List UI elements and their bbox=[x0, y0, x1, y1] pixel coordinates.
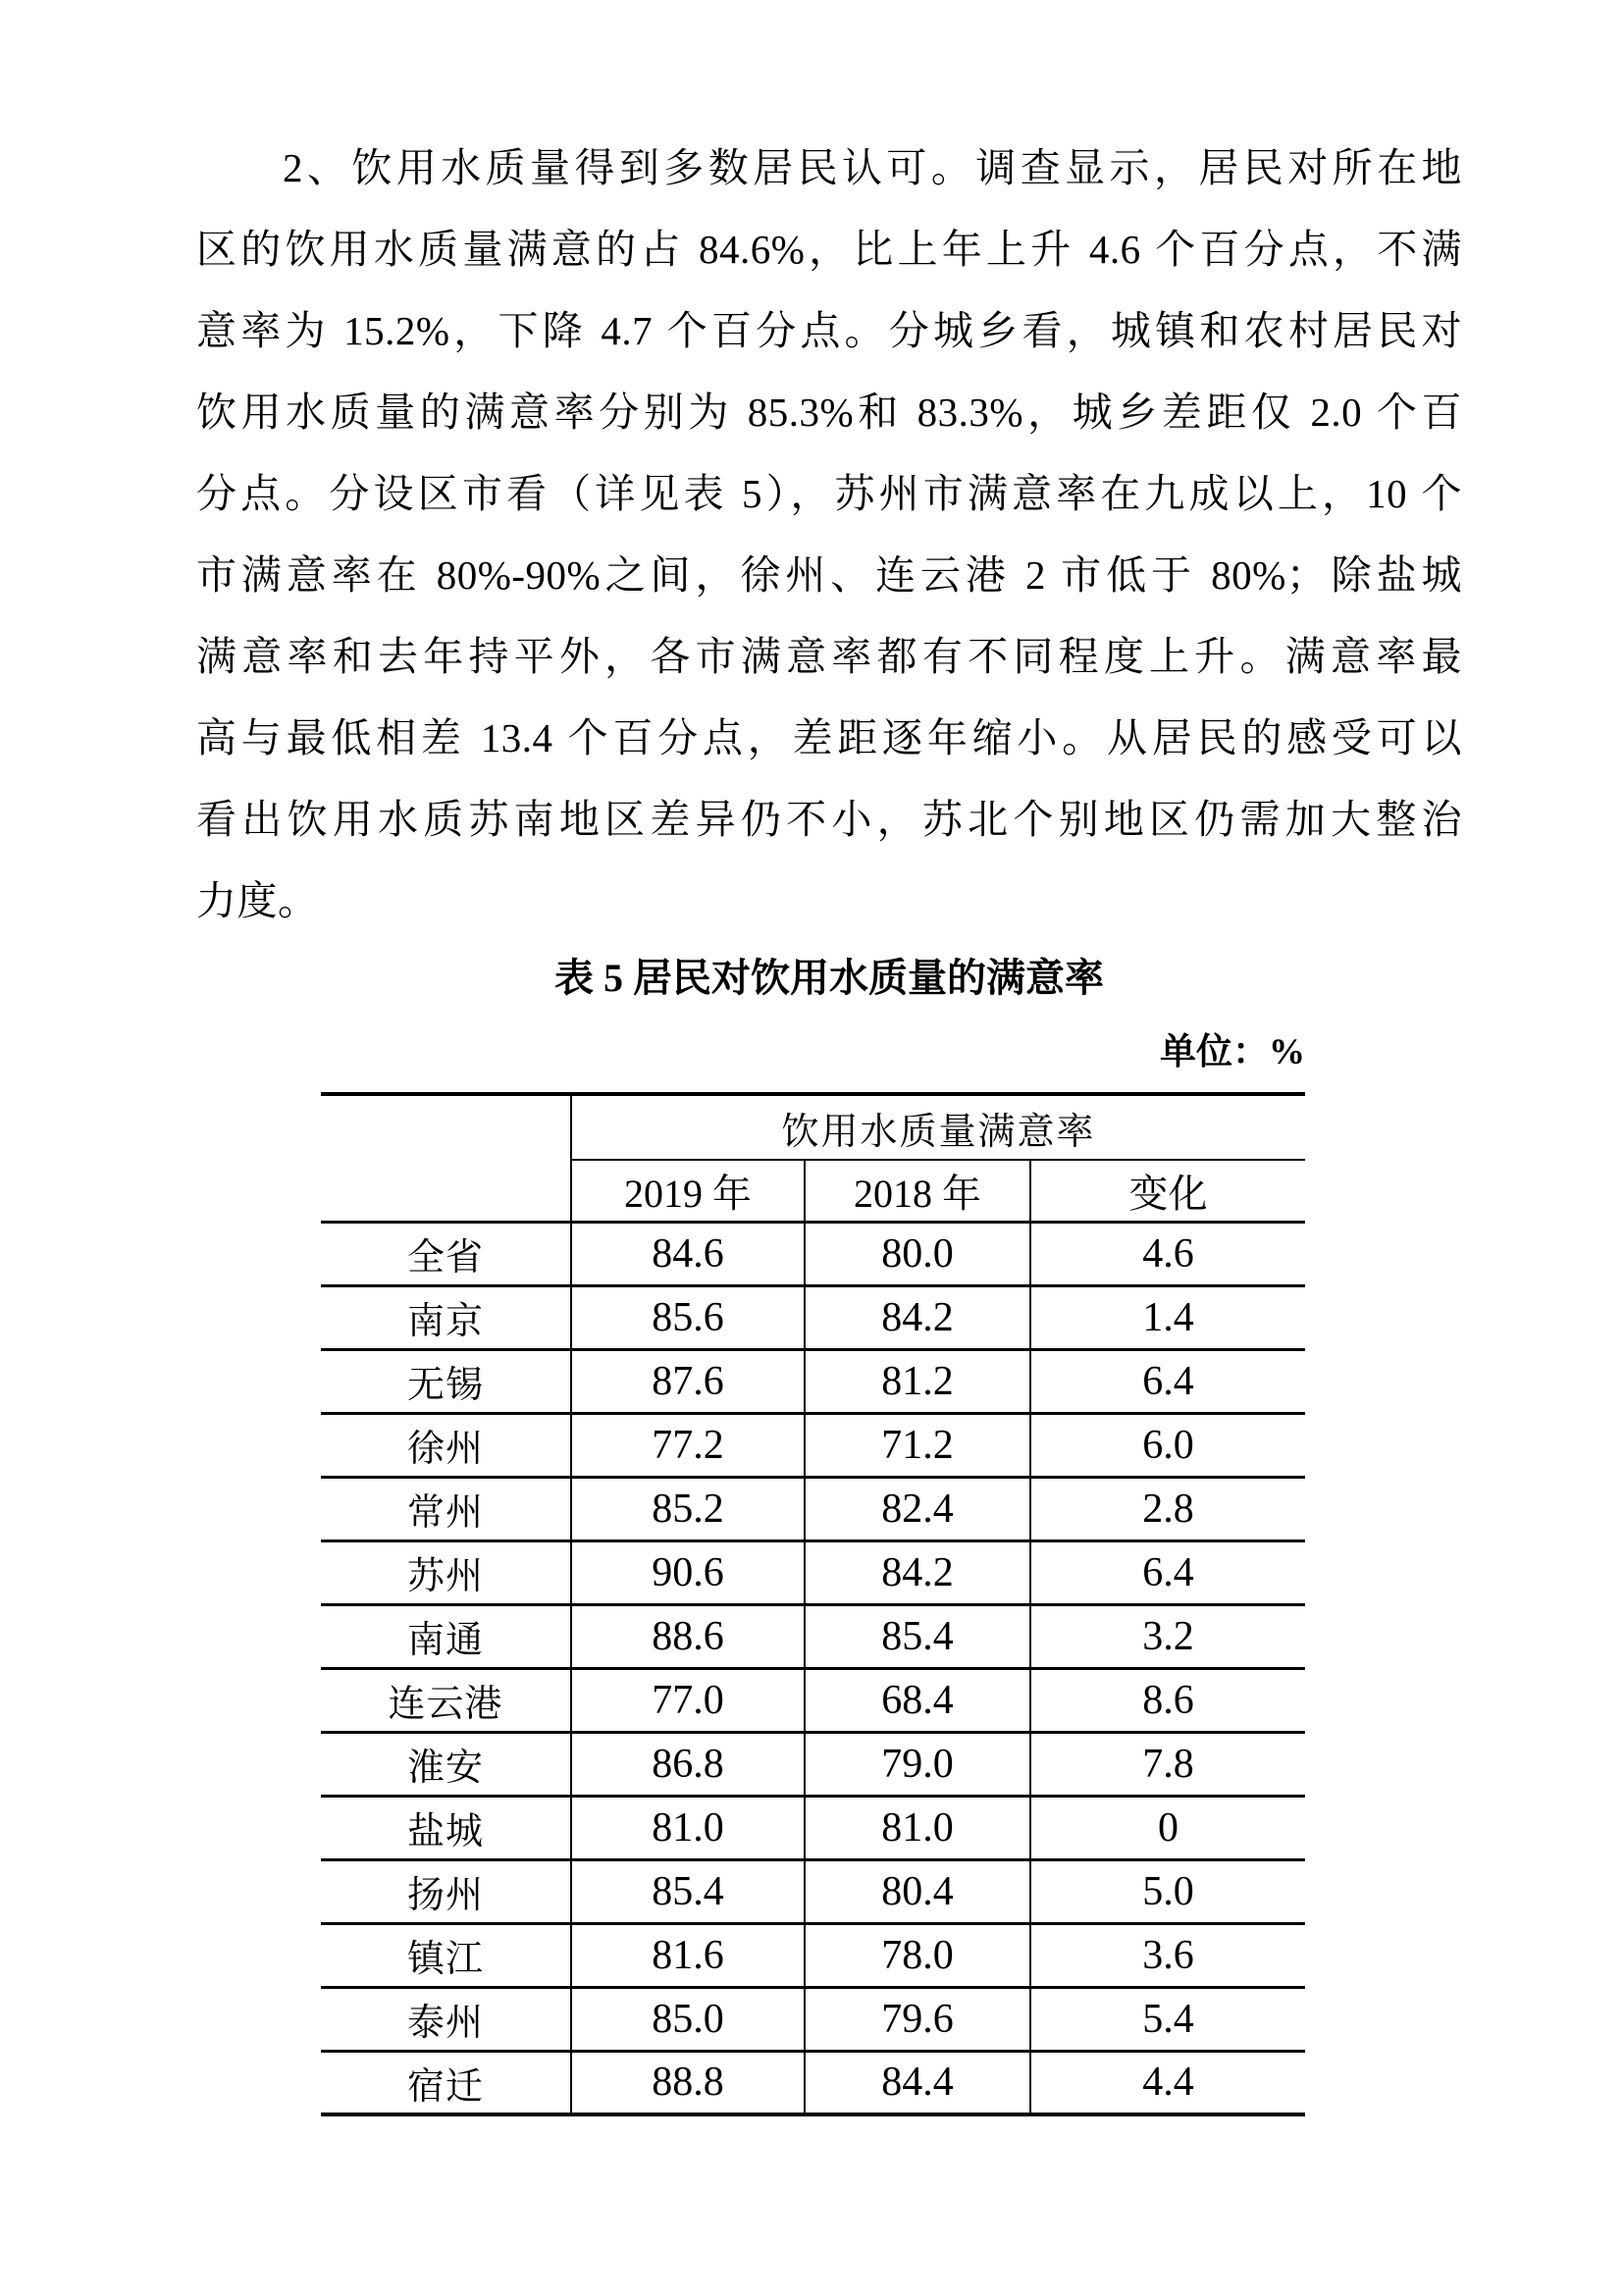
column-header-change: 变化 bbox=[1030, 1160, 1305, 1222]
table-row bbox=[321, 1413, 1305, 1477]
value-2018-cell: 82.4 bbox=[805, 1477, 1030, 1540]
paragraph-line: 区的饮用水质量满意的占 84.6%，比上年上升 4.6 个百分点，不满 bbox=[196, 227, 1462, 272]
change-cell: 5.4 bbox=[1030, 1987, 1305, 2051]
region-cell: 南京 bbox=[321, 1285, 571, 1349]
change-cell: 2.8 bbox=[1030, 1477, 1305, 1540]
table-row bbox=[321, 1540, 1305, 1604]
paragraph-line: 满意率和去年持平外，各市满意率都有不同程度上升。满意率最 bbox=[196, 634, 1462, 679]
change-cell: 4.4 bbox=[1030, 2051, 1305, 2114]
value-2018-cell: 81.0 bbox=[805, 1796, 1030, 1859]
region-cell: 徐州 bbox=[321, 1413, 571, 1477]
change-cell: 7.8 bbox=[1030, 1732, 1305, 1796]
region-cell: 泰州 bbox=[321, 1987, 571, 2051]
value-2019-cell: 87.6 bbox=[571, 1349, 805, 1413]
table-row bbox=[321, 1732, 1305, 1796]
column-header-2018: 2018 年 bbox=[805, 1160, 1030, 1222]
paragraph-line: 力度。 bbox=[196, 878, 319, 923]
paragraph-line: 分点。分设区市看（详见表 5），苏州市满意率在九成以上，10 个 bbox=[196, 471, 1462, 516]
table-header-row-span bbox=[321, 1094, 1305, 1160]
value-2018-cell: 84.2 bbox=[805, 1285, 1030, 1349]
region-cell: 苏州 bbox=[321, 1540, 571, 1604]
span-header-cell: 饮用水质量满意率 bbox=[571, 1094, 1305, 1160]
change-cell: 6.4 bbox=[1030, 1349, 1305, 1413]
table-row bbox=[321, 1604, 1305, 1668]
change-cell: 3.2 bbox=[1030, 1604, 1305, 1668]
change-cell: 6.0 bbox=[1030, 1413, 1305, 1477]
paragraph-line: 市满意率在 80%-90%之间，徐州、连云港 2 市低于 80%；除盐城 bbox=[196, 552, 1462, 598]
change-cell: 3.6 bbox=[1030, 1923, 1305, 1987]
column-header-2019: 2019 年 bbox=[571, 1160, 805, 1222]
table-row bbox=[321, 1859, 1305, 1923]
value-2019-cell: 88.6 bbox=[571, 1604, 805, 1668]
satisfaction-table-wrap bbox=[321, 1092, 1305, 2116]
value-2019-cell: 77.0 bbox=[571, 1668, 805, 1732]
paragraph-line: 看出饮用水质苏南地区差异仍不小，苏北个别地区仍需加大整治 bbox=[196, 797, 1462, 842]
value-2018-cell: 80.4 bbox=[805, 1859, 1030, 1923]
value-2019-cell: 84.6 bbox=[571, 1222, 805, 1285]
table-row bbox=[321, 1222, 1305, 1285]
table-row bbox=[321, 1668, 1305, 1732]
region-cell: 常州 bbox=[321, 1477, 571, 1540]
value-2019-cell: 85.2 bbox=[571, 1477, 805, 1540]
table-title: 表 5 居民对饮用水质量的满意率 bbox=[554, 956, 1104, 1000]
table-row bbox=[321, 1796, 1305, 1859]
value-2018-cell: 84.2 bbox=[805, 1540, 1030, 1604]
paragraph-line: 高与最低相差 13.4 个百分点，差距逐年缩小。从居民的感受可以 bbox=[196, 715, 1462, 760]
value-2018-cell: 79.0 bbox=[805, 1732, 1030, 1796]
value-2019-cell: 86.8 bbox=[571, 1732, 805, 1796]
value-2019-cell: 90.6 bbox=[571, 1540, 805, 1604]
region-cell: 镇江 bbox=[321, 1923, 571, 1987]
corner-cell bbox=[321, 1094, 571, 1222]
unit-label: 单位：% bbox=[1160, 1032, 1305, 1072]
paragraph-line: 意率为 15.2%，下降 4.7 个百分点。分城乡看，城镇和农村居民对 bbox=[196, 308, 1462, 353]
region-cell: 扬州 bbox=[321, 1859, 571, 1923]
region-cell: 全省 bbox=[321, 1222, 571, 1285]
table-row bbox=[321, 1923, 1305, 1987]
paragraph-line: 2、饮用水质量得到多数居民认可。调查显示，居民对所在地 bbox=[283, 145, 1462, 190]
value-2019-cell: 81.6 bbox=[571, 1923, 805, 1987]
value-2018-cell: 85.4 bbox=[805, 1604, 1030, 1668]
value-2019-cell: 81.0 bbox=[571, 1796, 805, 1859]
table-row bbox=[321, 2051, 1305, 2114]
value-2018-cell: 81.2 bbox=[805, 1349, 1030, 1413]
change-cell: 0 bbox=[1030, 1796, 1305, 1859]
table-row bbox=[321, 1349, 1305, 1413]
body-paragraph bbox=[196, 128, 1462, 942]
region-cell: 无锡 bbox=[321, 1349, 571, 1413]
value-2018-cell: 78.0 bbox=[805, 1923, 1030, 1987]
value-2018-cell: 84.4 bbox=[805, 2051, 1030, 2114]
region-cell: 连云港 bbox=[321, 1668, 571, 1732]
region-cell: 淮安 bbox=[321, 1732, 571, 1796]
paragraph-line: 饮用水质量的满意率分别为 85.3%和 83.3%，城乡差距仅 2.0 个百 bbox=[196, 390, 1462, 435]
table-row bbox=[321, 1987, 1305, 2051]
region-cell: 宿迁 bbox=[321, 2051, 571, 2114]
value-2019-cell: 85.4 bbox=[571, 1859, 805, 1923]
change-cell: 4.6 bbox=[1030, 1222, 1305, 1285]
change-cell: 1.4 bbox=[1030, 1285, 1305, 1349]
change-cell: 6.4 bbox=[1030, 1540, 1305, 1604]
region-cell: 盐城 bbox=[321, 1796, 571, 1859]
value-2019-cell: 88.8 bbox=[571, 2051, 805, 2114]
table-row bbox=[321, 1477, 1305, 1540]
value-2018-cell: 79.6 bbox=[805, 1987, 1030, 2051]
value-2019-cell: 85.6 bbox=[571, 1285, 805, 1349]
value-2019-cell: 85.0 bbox=[571, 1987, 805, 2051]
value-2018-cell: 80.0 bbox=[805, 1222, 1030, 1285]
value-2019-cell: 77.2 bbox=[571, 1413, 805, 1477]
value-2018-cell: 68.4 bbox=[805, 1668, 1030, 1732]
region-cell: 南通 bbox=[321, 1604, 571, 1668]
table-row bbox=[321, 1285, 1305, 1349]
value-2018-cell: 71.2 bbox=[805, 1413, 1030, 1477]
change-cell: 8.6 bbox=[1030, 1668, 1305, 1732]
satisfaction-table bbox=[321, 1092, 1305, 2116]
change-cell: 5.0 bbox=[1030, 1859, 1305, 1923]
